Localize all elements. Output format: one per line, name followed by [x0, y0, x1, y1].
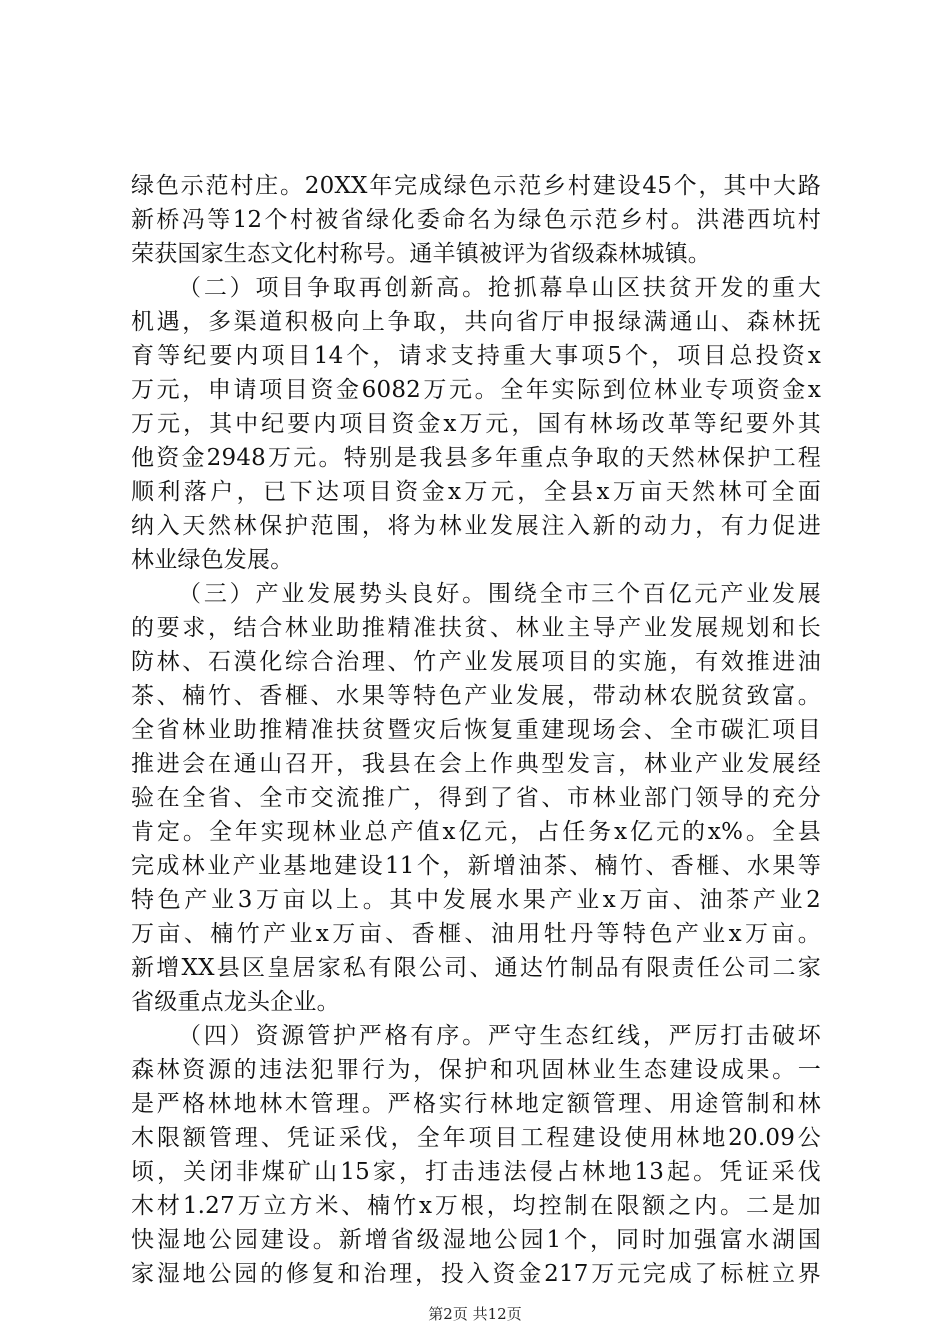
section-heading-line: （二）项目争取再创新高。抢抓幕阜山区扶贫开发的重大 [178, 275, 821, 301]
text-line: 家湿地公园的修复和治理，投入资金217万元完成了标桩立界 [131, 1261, 821, 1287]
text-line: 防林、石漠化综合治理、竹产业发展项目的实施，有效推进油 [131, 649, 821, 675]
text-line: 绿色示范村庄。20XX年完成绿色示范乡村建设45个，其中大路 [131, 173, 821, 199]
text-line: 顺利落户，已下达项目资金x万元，全县x万亩天然林可全面 [131, 479, 821, 505]
text-line: 新增XX县区皇居家私有限公司、通达竹制品有限责任公司二家 [131, 955, 821, 981]
text-line: 的要求，结合林业助推精准扶贫、林业主导产业发展规划和长 [131, 615, 821, 641]
text-line: 茶、楠竹、香榧、水果等特色产业发展，带动林农脱贫致富。 [131, 683, 821, 709]
text-line: 纳入天然林保护范围，将为林业发展注入新的动力，有力促进 [131, 513, 821, 539]
text-line: 万亩、楠竹产业x万亩、香榧、油用牡丹等特色产业x万亩。 [131, 921, 821, 947]
section-heading-line: （三）产业发展势头良好。围绕全市三个百亿元产业发展 [178, 581, 821, 607]
section-heading-line: （四）资源管护严格有序。严守生态红线，严厉打击破坏 [178, 1023, 821, 1049]
text-line: 森林资源的违法犯罪行为，保护和巩固林业生态建设成果。一 [131, 1057, 821, 1083]
text-line: 木限额管理、凭证采伐，全年项目工程建设使用林地20.09公 [131, 1125, 821, 1151]
text-line: 全省林业助推精准扶贫暨灾后恢复重建现场会、全市碳汇项目 [131, 717, 821, 743]
text-line: 新桥冯等12个村被省绿化委命名为绿色示范乡村。洪港西坑村 [131, 207, 821, 233]
text-line: 完成林业产业基地建设11个，新增油茶、楠竹、香榧、水果等 [131, 853, 821, 879]
text-line: 万元，其中纪要内项目资金x万元，国有林场改革等纪要外其 [131, 411, 821, 437]
text-line: 荣获国家生态文化村称号。通羊镇被评为省级森林城镇。 [131, 241, 711, 267]
page-number-footer: 第2页 共12页 [428, 1305, 522, 1323]
text-line: 万元，申请项目资金6082万元。全年实际到位林业专项资金x [131, 377, 821, 403]
text-line: 木材1.27万立方米、楠竹x万根，均控制在限额之内。二是加 [131, 1193, 821, 1219]
text-line: 他资金2948万元。特别是我县多年重点争取的天然林保护工程 [131, 445, 821, 471]
text-line: 顷，关闭非煤矿山15家，打击违法侵占林地13起。凭证采伐 [131, 1159, 821, 1185]
text-line: 肯定。全年实现林业总产值x亿元，占任务x亿元的x%。全县 [131, 819, 821, 845]
text-line: 快湿地公园建设。新增省级湿地公园1个，同时加强富水湖国 [131, 1227, 821, 1253]
text-line: 林业绿色发展。 [131, 547, 294, 573]
text-line: 验在全省、全市交流推广，得到了省、市林业部门领导的充分 [131, 785, 821, 811]
text-line: 机遇，多渠道积极向上争取，共向省厅申报绿满通山、森林抚 [131, 309, 821, 335]
text-line: 省级重点龙头企业。 [131, 989, 340, 1015]
text-line: 是严格林地林木管理。严格实行林地定额管理、用途管制和林 [131, 1091, 821, 1117]
text-line: 推进会在通山召开，我县在会上作典型发言，林业产业发展经 [131, 751, 821, 777]
text-line: 特色产业3万亩以上。其中发展水果产业x万亩、油茶产业2 [131, 887, 821, 913]
text-line: 育等纪要内项目14个，请求支持重大事项5个，项目总投资x [131, 343, 821, 369]
